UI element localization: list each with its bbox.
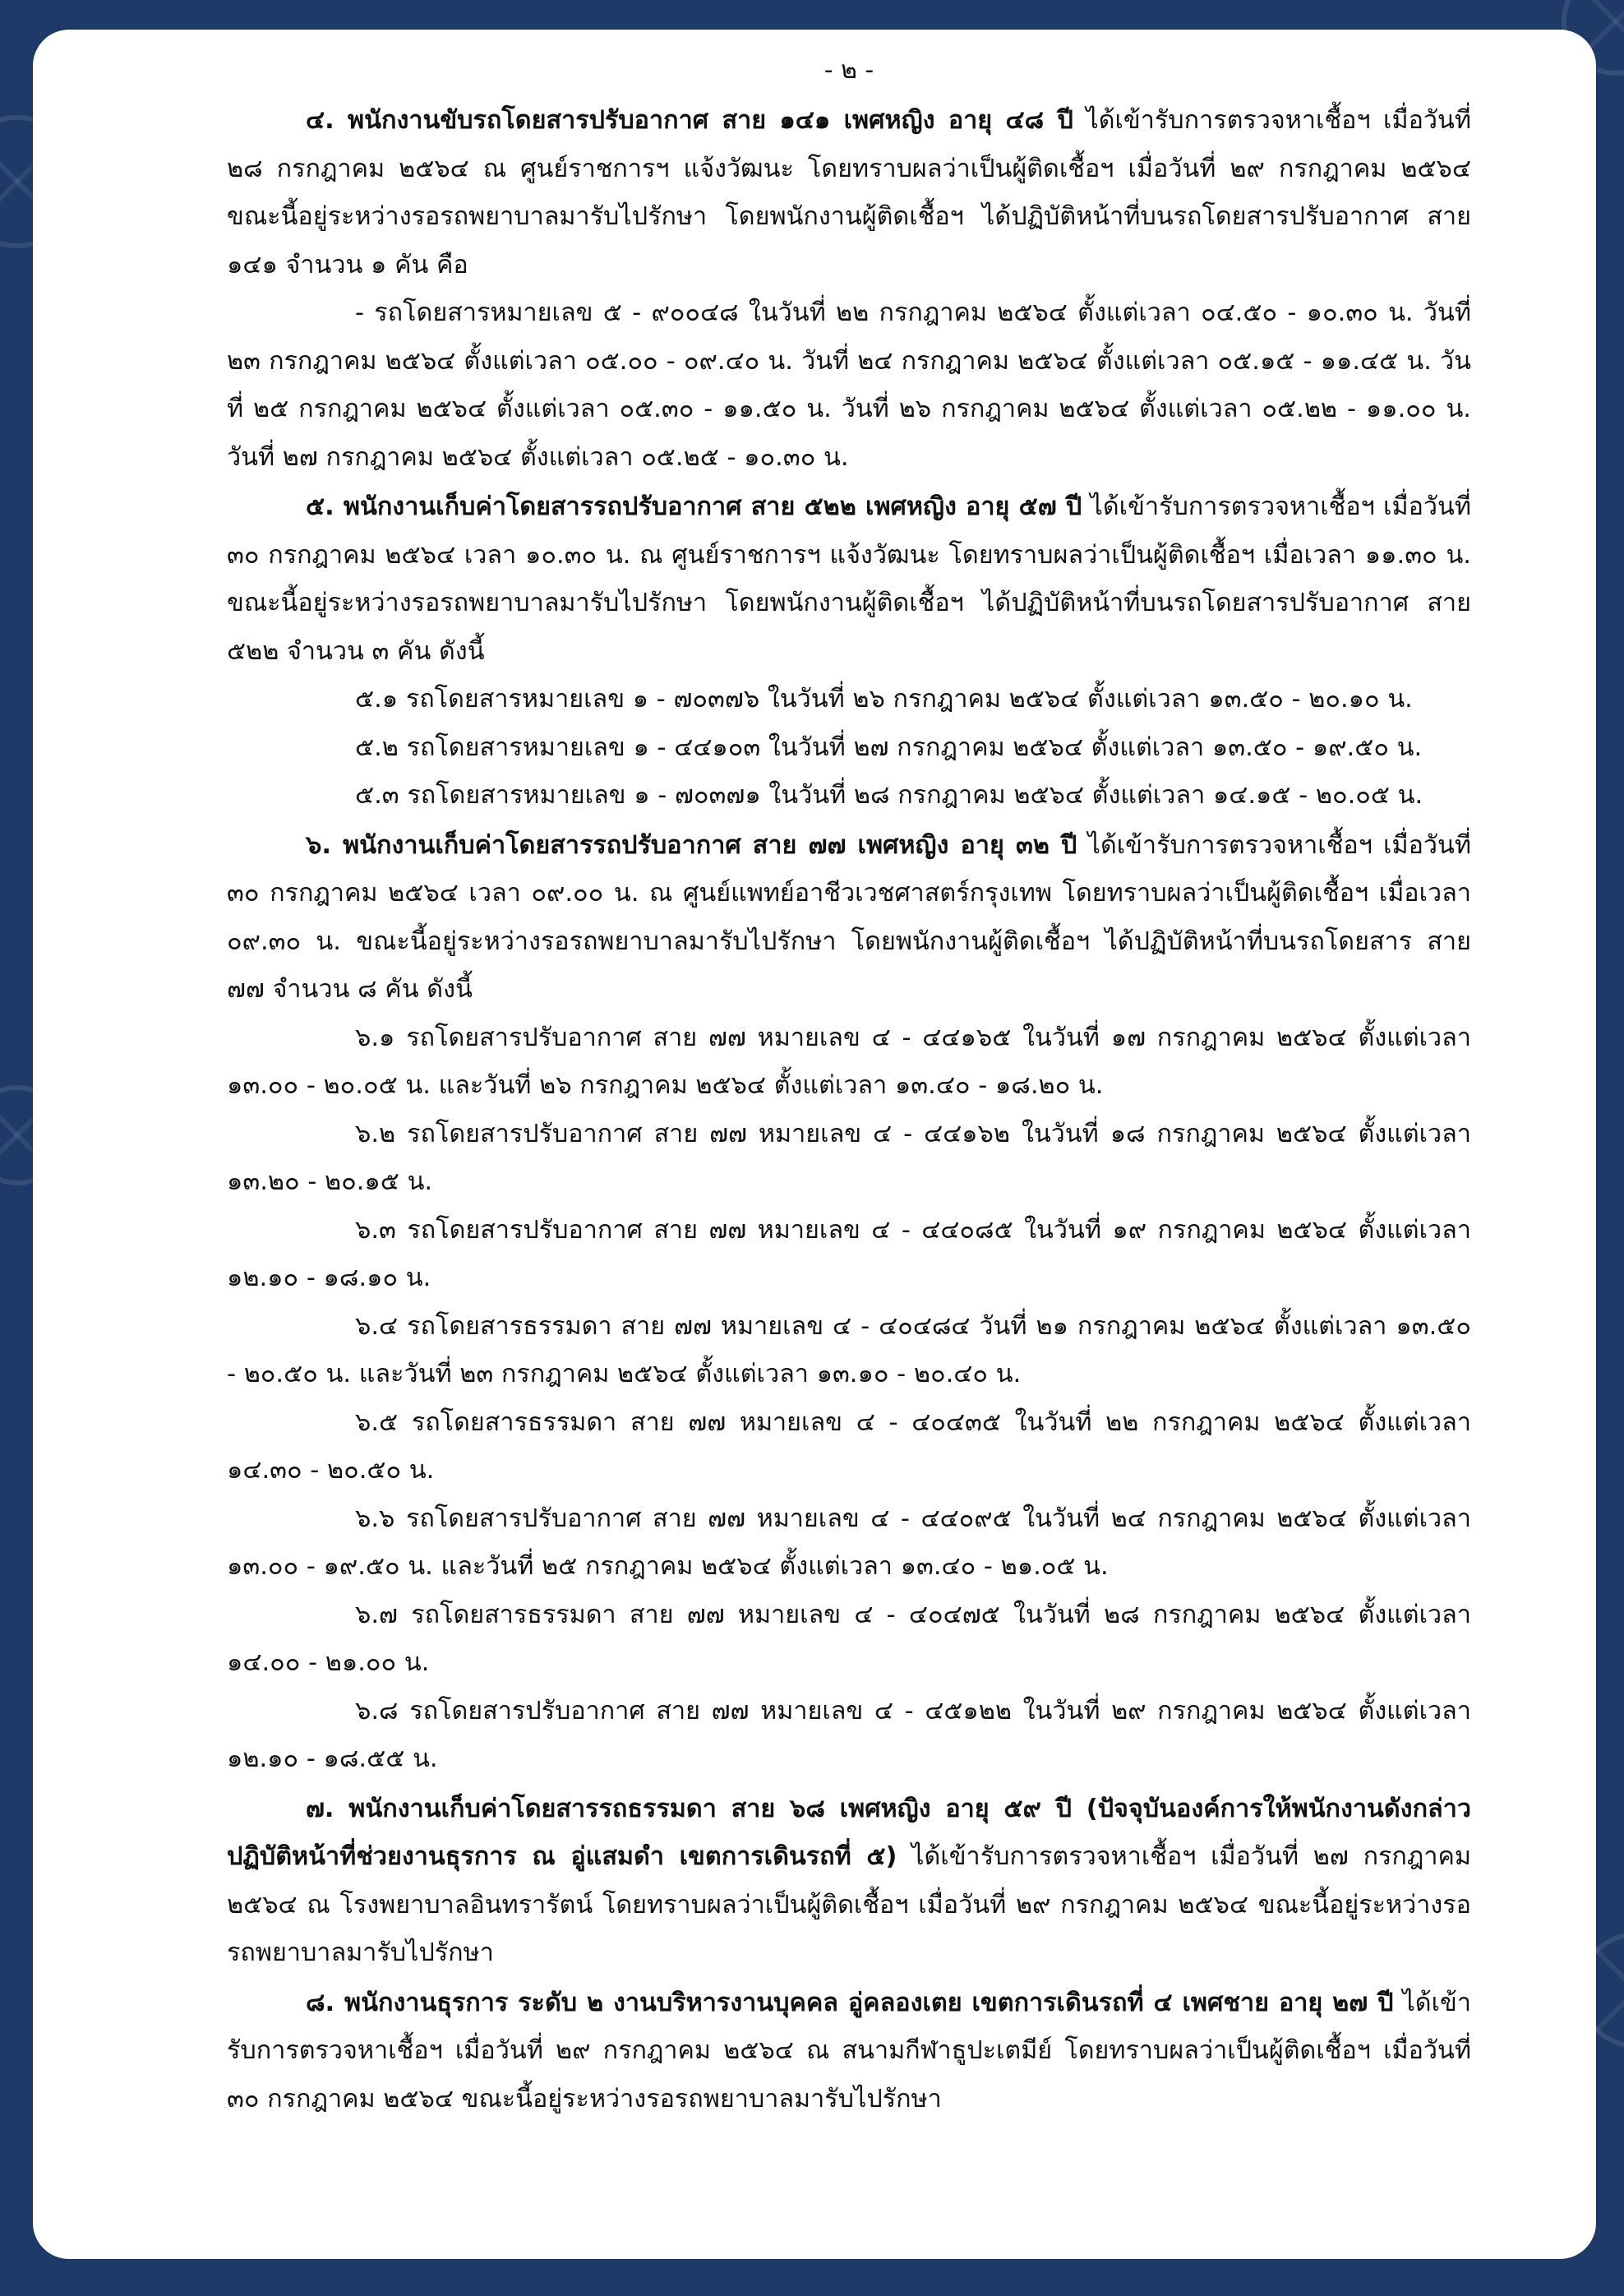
sub-item: ๖.๔ รถโดยสารธรรมดา สาย ๗๗ หมายเลข ๔ - ๔๐๔๘๔ วันที่ ๒๑ กรกฎาคม ๒๕๖๔ ตั้งแต่เวลา ๑๓.๕๐ - ๒๐.๕๐ น. และวันที่ ๒๓ กรกฎาคม ๒๕๖๔ ตั้งแต่เวลา ๑๓.๑๐ - ๒๐.๔๐ น. [227,1311,1471,1388]
item-paragraph [227,483,1471,676]
document-page [33,30,1596,2259]
sub-item: ๕.๑ รถโดยสารหมายเลข ๑ - ๗๐๓๗๖ ในวันที่ ๒๖ กรกฎาคม ๒๕๖๔ ตั้งแต่เวลา ๑๓.๕๐ - ๒๐.๑๐ น. [355,685,1413,714]
sub-item: ๖.๘ รถโดยสารปรับอากาศ สาย ๗๗ หมายเลข ๔ - ๔๕๑๒๒ ในวันที่ ๒๙ กรกฎาคม ๒๕๖๔ ตั้งแต่เวลา ๑๒.๑๐ - ๑๘.๕๕ น. [227,1696,1471,1773]
item-paragraph [227,1786,1471,1978]
item-paragraph [227,822,1471,1014]
document-body [227,97,1471,2123]
sub-item: ๖.๖ รถโดยสารปรับอากาศ สาย ๗๗ หมายเลข ๔ - ๔๔๐๙๕ ในวันที่ ๒๔ กรกฎาคม ๒๕๖๔ ตั้งแต่เวลา ๑๓.๐๐ - ๑๙.๕๐ น. และวันที่ ๒๕ กรกฎาคม ๒๕๖๔ ตั้งแต่เวลา ๑๓.๔๐ - ๒๑.๐๕ น. [227,1504,1471,1581]
item-text: ได้เข้ารับการตรวจหาเชื้อฯ เมื่อวันที่ ๓๐ กรกฎาคม ๒๕๖๔ เวลา ๐๙.๐๐ น. ณ ศูนย์แพทย์อาชีวเวชศาสตร์กรุงเทพ โดยทราบผลว่าเป็นผู้ติดเชื้อฯ เมื่อเวลา ๐๙.๓๐ น. ขณะนี้อยู่ระหว่างรอรถพยาบาลมารับไปรักษา โดยพนักงานผู้ติดเชื้อฯ ได้ปฏิบัติหน้าที่บนรถโดยสาร สาย ๗๗ จำนวน ๘ คัน ดังนี้ [227,830,1471,1004]
item-text: ได้เข้ารับการตรวจหาเชื้อฯ เมื่อวันที่ ๒๘ กรกฎาคม ๒๕๖๔ ณ ศูนย์ราชการฯ แจ้งวัฒนะ โดยทราบผลว่าเป็นผู้ติดเชื้อฯ เมื่อวันที่ ๒๙ กรกฎาคม ๒๕๖๔ ขณะนี้อยู่ระหว่างรอรถพยาบาลมารับไปรักษา โดยพนักงานผู้ติดเชื้อฯ ได้ปฏิบัติหน้าที่บนรถโดยสารปรับอากาศ สาย ๑๔๑ จำนวน ๑ คัน คือ [227,106,1471,279]
item-heading: ๔. พนักงานขับรถโดยสารปรับอากาศ สาย ๑๔๑ เพศหญิง อายุ ๔๘ ปี [306,106,1073,135]
sub-item: ๕.๓ รถโดยสารหมายเลข ๑ - ๗๐๓๗๑ ในวันที่ ๒๘ กรกฎาคม ๒๕๖๔ ตั้งแต่เวลา ๑๔.๑๕ - ๒๐.๐๕ น. [355,781,1423,810]
page-number: - ๒ - [824,56,874,85]
item-paragraph [227,1980,1471,2124]
item-paragraph [227,97,1471,289]
item-text: ได้เข้ารับการตรวจหาเชื้อฯ เมื่อวันที่ ๒๙ กรกฎาคม ๒๕๖๔ ณ สนามกีฬาธูปะเตมีย์ โดยทราบผลว่าเป็นผู้ติดเชื้อฯ เมื่อวันที่ ๓๐ กรกฎาคม ๒๕๖๔ ขณะนี้อยู่ระหว่างรอรถพยาบาลมารับไปรักษา [227,1988,1471,2114]
sub-item: ๖.๕ รถโดยสารธรรมดา สาย ๗๗ หมายเลข ๔ - ๔๐๔๓๕ ในวันที่ ๒๒ กรกฎาคม ๒๕๖๔ ตั้งแต่เวลา ๑๔.๓๐ - ๒๐.๕๐ น. [227,1407,1471,1485]
sub-item: - รถโดยสารหมายเลข ๕ - ๙๐๐๔๘ ในวันที่ ๒๒ กรกฎาคม ๒๕๖๔ ตั้งแต่เวลา ๐๔.๕๐ - ๑๐.๓๐ น. วันที่ ๒๓ กรกฎาคม ๒๕๖๔ ตั้งแต่เวลา ๐๕.๐๐ - ๐๙.๔๐ น. วันที่ ๒๔ กรกฎาคม ๒๕๖๔ ตั้งแต่เวลา ๐๕.๑๕ - ๑๑.๔๕ น. วันที่ ๒๕ กรกฎาคม ๒๕๖๔ ตั้งแต่เวลา ๐๕.๓๐ - ๑๑.๕๐ น. วันที่ ๒๖ กรกฎาคม ๒๕๖๔ ตั้งแต่เวลา ๐๕.๒๒ - ๑๑.๐๐ น. วันที่ ๒๗ กรกฎาคม ๒๕๖๔ ตั้งแต่เวลา ๐๕.๒๕ - ๑๐.๓๐ น. [227,298,1471,472]
item-text: ได้เข้ารับการตรวจหาเชื้อฯ เมื่อวันที่ ๓๐ กรกฎาคม ๒๕๖๔ เวลา ๑๐.๓๐ น. ณ ศูนย์ราชการฯ แจ้งวัฒนะ โดยทราบผลว่าเป็นผู้ติดเชื้อฯ เมื่อเวลา ๑๑.๓๐ น. ขณะนี้อยู่ระหว่างรอรถพยาบาลมารับไปรักษา โดยพนักงานผู้ติดเชื้อฯ ได้ปฏิบัติหน้าที่บนรถโดยสารปรับอากาศ สาย ๕๒๒ จำนวน ๓ คัน ดังนี้ [227,492,1471,666]
sub-item: ๖.๗ รถโดยสารธรรมดา สาย ๗๗ หมายเลข ๔ - ๔๐๔๗๕ ในวันที่ ๒๘ กรกฎาคม ๒๕๖๔ ตั้งแต่เวลา ๑๔.๐๐ - ๒๑.๐๐ น. [227,1600,1471,1677]
item-heading: ๗. พนักงานเก็บค่าโดยสารรถธรรมดา สาย ๖๘ เพศหญิง อายุ ๕๙ ปี (ปัจจุบันองค์การให้พนักงานดังกล่าว ปฏิบัติหน้าที่ช่วยงานธุรการ ณ อู่แสมดำ เขตการเดินรถที่ ๕) [227,1794,1471,1871]
sub-item: ๖.๓ รถโดยสารปรับอากาศ สาย ๗๗ หมายเลข ๔ - ๔๔๐๘๕ ในวันที่ ๑๙ กรกฎาคม ๒๕๖๔ ตั้งแต่เวลา ๑๒.๑๐ - ๑๘.๑๐ น. [227,1215,1471,1292]
sub-item: ๖.๒ รถโดยสารปรับอากาศ สาย ๗๗ หมายเลข ๔ - ๔๔๑๖๒ ในวันที่ ๑๘ กรกฎาคม ๒๕๖๔ ตั้งแต่เวลา ๑๓.๒๐ - ๒๐.๑๕ น. [227,1119,1471,1196]
item-heading: ๘. พนักงานธุรการ ระดับ ๒ งานบริหารงานบุคคล อู่คลองเตย เขตการเดินรถที่ ๔ เพศชาย อายุ ๒๗ ปี [306,1988,1394,2017]
sub-item: ๕.๒ รถโดยสารหมายเลข ๑ - ๔๔๑๐๓ ในวันที่ ๒๗ กรกฎาคม ๒๕๖๔ ตั้งแต่เวลา ๑๓.๕๐ - ๑๙.๕๐ น. [355,732,1423,762]
item-text: ได้เข้ารับการตรวจหาเชื้อฯ เมื่อวันที่ ๒๗ กรกฎาคม ๒๕๖๔ ณ โรงพยาบาลอินทรารัตน์ โดยทราบผลว่าเป็นผู้ติดเชื้อฯ เมื่อวันที่ ๒๙ กรกฎาคม ๒๕๖๔ ขณะนี้อยู่ระหว่างรอรถพยาบาลมารับไปรักษา [227,1842,1471,1967]
item-heading: ๖. พนักงานเก็บค่าโดยสารรถปรับอากาศ สาย ๗๗ เพศหญิง อายุ ๓๒ ปี [306,830,1077,860]
item-heading: ๕. พนักงานเก็บค่าโดยสารรถปรับอากาศ สาย ๕๒๒ เพศหญิง อายุ ๕๗ ปี [306,492,1082,521]
sub-item: ๖.๑ รถโดยสารปรับอากาศ สาย ๗๗ หมายเลข ๔ - ๔๔๑๖๕ ในวันที่ ๑๗ กรกฎาคม ๒๕๖๔ ตั้งแต่เวลา ๑๓.๐๐ - ๒๐.๐๕ น. และวันที่ ๒๖ กรกฎาคม ๒๕๖๔ ตั้งแต่เวลา ๑๓.๔๐ - ๑๘.๒๐ น. [227,1023,1471,1100]
